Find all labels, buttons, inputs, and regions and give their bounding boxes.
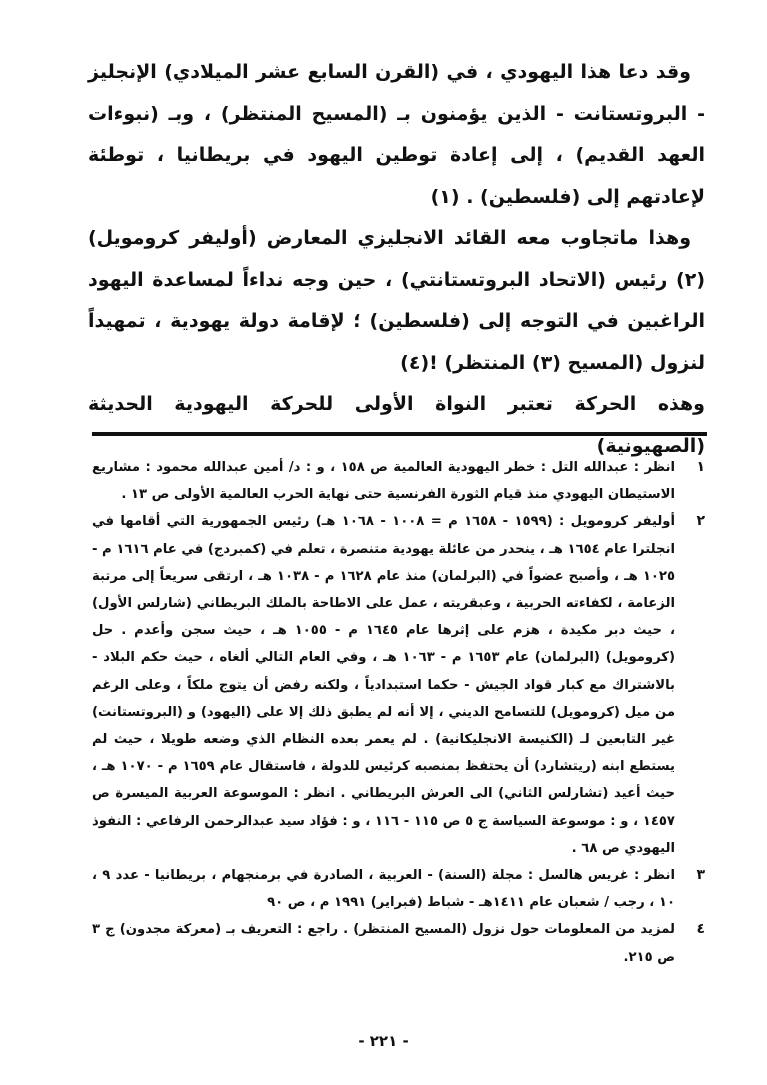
body-paragraph: وهذه الحركة تعتبر النواة الأولى للحركة اليهودية الحديثة (الصهيونية) — [88, 393, 705, 457]
footnote — [92, 916, 705, 970]
footnote-text: انظر : غريس هالسل : مجلة (السنة) - العربية ، الصادرة في برمنجهام ، بريطانيا - عدد ٩ ، ١٠ ، رجب / شعبان عام ١٤١١هـ - شباط (فبراير) ١٩٩١ م ، ص ٩٠ — [92, 868, 675, 911]
footnote — [92, 508, 705, 862]
page-number: - ٢٢١ - — [358, 1032, 409, 1050]
footnote-number: ٤ — [696, 921, 705, 938]
footnotes — [92, 454, 705, 971]
body-paragraph: وهذا ماتجاوب معه القائد الانجليزي المعارض (أوليفر كرومويل) (٢) رئيس (الاتحاد البروتستانتي) ، حين وجه نداءاً لمساعدة اليهود الراغبين في التوجه إلى (فلسطين) ؛ لإقامة دولة يهودية ، تمهيداً لنزول (المسيح (٣) المنتظر) !(٤) — [88, 227, 705, 374]
footnote — [92, 862, 705, 916]
footnote-number: ٣ — [696, 867, 705, 884]
footnote-number: ٢ — [696, 513, 705, 530]
main-text — [88, 52, 705, 467]
footnote-number: ١ — [696, 459, 705, 475]
footnote-text: لمزيد من المعلومات حول نزول (المسيح المنتظر) . راجع : التعريف بـ (معركة مجدون) ج ٣ ص ٢١٥. — [92, 922, 675, 965]
footnote-text: أوليفر كرومويل : (١٥٩٩ - ١٦٥٨ م = ١٠٠٨ - ١٠٦٨ هـ) رئيس الجمهورية التي أقامها في انجلترا عام ١٦٥٤ هـ ، ينحدر من عائلة يهودية متنصرة ، تعلم في (كمبردج) في عام ١٦١٦ م - ١٠٢٥ هـ ، وأصبح عضواً في (البرلمان) منذ عام ١٦٢٨ م - ١٠٣٨ هـ ، ارتقى سريعاً إلى مرتبة الزعامة ، لكفاءته الحربية ، وعبقريته ، عمل على الاطاحة بالملك البريطاني (شارلس الأول) ، حيث دبر مكيدة ، هزم على إثرها عام ١٦٤٥ م - ١٠٥٥ هـ ، حيث سجن وأعدم . حل (كرومويل) (البرلمان) عام ١٦٥٣ م - ١٠٦٣ هـ ، وفي العام التالي ألغاه ، حيث حكم البلاد - بالاشتراك مع كبار قواد الجيش - حكما استبدادياً ، ولكنه رفض أن يتوج ملكاً ، وعلى الرغم من ميل (كرومويل) للتسامح الديني ، إلا أنه لم يطبق ذلك إلا على (اليهود) و (البروتستانت) غير التابعين لـ (الكنيسة الانجليكانية) . لم يعمر بعده النظام الذي وضعه طويلا ، حيث لم يستطع ابنه (ريتشارد) أن يحتفظ بمنصبه كرئيس للدولة ، فاستقال عام ١٦٥٩ م - ١٠٧٠ هـ ، حيث أعيد (تشارلس الثاني) الى العرش البريطاني . انظر : الموسوعة العربية الميسرة ص ١٤٥٧ ، و : موسوعة السياسة ج ٥ ص ١١٥ - ١١٦ ، و : فؤاد سيد عبدالرحمن الرفاعي : النفوذ اليهودي ص ٦٨ . — [91, 514, 676, 856]
footnote — [92, 454, 705, 508]
footnote-text: انظر : عبدالله التل : خطر اليهودية العالمية ص ١٥٨ ، و : د/ أمين عبدالله محمود : مشاريع الاستيطان اليهودي منذ قيام الثورة الفرنسية حتى نهاية الحرب العالمية الأولى ص ١٣ . — [92, 460, 676, 503]
body-paragraph: وقد دعا هذا اليهودي ، في (القرن السابع عشر الميلادي) الإنجليز - البروتستانت - الذين يؤمنون بـ (المسيح المنتظر) ، وبـ (نبوءات العهد القديم) ، إلى إعادة توطين اليهود في بريطانيا ، توطئة لإعادتهم إلى (فلسطين) . (١) — [88, 61, 705, 208]
footnote-separator — [92, 432, 707, 436]
